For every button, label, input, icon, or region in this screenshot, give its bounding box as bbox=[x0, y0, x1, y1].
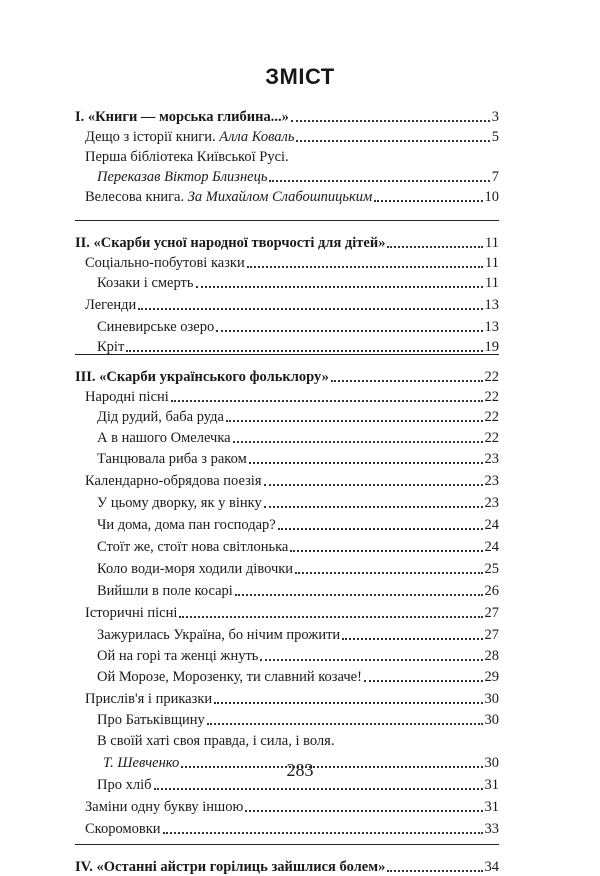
toc-entry bbox=[75, 292, 499, 314]
toc-entry bbox=[75, 334, 499, 356]
toc-entry bbox=[75, 512, 499, 534]
toc-entry-author: Т. Шевченко bbox=[103, 755, 180, 771]
toc-entry-title: Вийшли в поле косарі bbox=[97, 583, 233, 599]
toc-entry bbox=[75, 144, 499, 166]
toc-page-number: 24 bbox=[484, 539, 499, 555]
toc-page-number: 7 bbox=[491, 169, 499, 185]
toc-entry bbox=[75, 446, 499, 468]
toc-page-number: 22 bbox=[484, 409, 499, 425]
toc-entry-title: І. «Книги — морська глибина...» bbox=[75, 109, 289, 125]
dot-leader bbox=[233, 441, 483, 443]
toc-page-number: 11 bbox=[485, 275, 499, 291]
toc-entry-title: Про хліб bbox=[97, 777, 152, 793]
dot-leader bbox=[126, 350, 482, 352]
toc-page-number: 30 bbox=[484, 691, 499, 707]
toc-entry bbox=[75, 556, 499, 578]
toc-page-number: 5 bbox=[491, 129, 499, 145]
toc-entry-title: Дещо з історії книги. Алла Коваль bbox=[85, 129, 295, 145]
toc-entry bbox=[75, 250, 499, 272]
toc-entry bbox=[75, 534, 499, 556]
toc-entry-title: Коло води-моря ходили дівочки bbox=[97, 561, 294, 577]
toc-entry-title: ІІ. «Скарби усної народної творчості для дітей» bbox=[75, 235, 386, 251]
toc-page-number: 22 bbox=[484, 369, 499, 385]
dot-leader bbox=[235, 594, 483, 596]
toc-entry-author: Переказав Віктор Близнець bbox=[97, 169, 268, 185]
toc-page-number: 11 bbox=[485, 255, 499, 271]
toc-entry-title: Соціально-побутові казки bbox=[85, 255, 245, 271]
section-separator bbox=[75, 844, 499, 845]
toc-entry bbox=[75, 384, 499, 406]
toc-page-number: 34 bbox=[484, 859, 499, 875]
toc-section bbox=[75, 854, 499, 876]
dot-leader bbox=[342, 638, 482, 640]
dot-leader bbox=[171, 400, 483, 402]
toc-page-number: 10 bbox=[484, 189, 499, 205]
toc-entry-title: Легенди bbox=[85, 297, 137, 313]
toc-entry-title: Ой на горі та женці жнуть bbox=[97, 648, 259, 664]
toc-entry-title: У цьому дворку, як у вінку bbox=[97, 495, 262, 511]
dot-leader bbox=[374, 200, 482, 202]
toc-entry-author: За Михайлом Слабошпицьким bbox=[187, 189, 373, 205]
toc-page-number: 3 bbox=[491, 109, 499, 125]
toc-entry bbox=[75, 164, 499, 186]
dot-leader bbox=[290, 550, 482, 552]
toc-entry-title: ІІІ. «Скарби українського фольклору» bbox=[75, 369, 329, 385]
dot-leader bbox=[278, 528, 483, 530]
dot-leader bbox=[295, 572, 482, 574]
dot-leader bbox=[260, 659, 482, 661]
toc-entry bbox=[75, 578, 499, 600]
toc-page-number: 23 bbox=[484, 473, 499, 489]
toc-entry-title: Кріт bbox=[97, 339, 125, 355]
toc-entry bbox=[75, 124, 499, 146]
toc-entry bbox=[75, 490, 499, 512]
toc-page-number: 19 bbox=[484, 339, 499, 355]
toc-entry-title: Народні пісні bbox=[85, 389, 169, 405]
toc-entry bbox=[75, 600, 499, 622]
dot-leader bbox=[207, 723, 483, 725]
section-separator bbox=[75, 354, 499, 355]
page-title: ЗМІСТ bbox=[265, 64, 335, 89]
dot-leader bbox=[387, 246, 483, 248]
toc-entry bbox=[75, 622, 499, 644]
toc-entry bbox=[75, 816, 499, 838]
toc-page-number: 33 bbox=[484, 821, 499, 837]
toc-page-number: 29 bbox=[484, 669, 499, 685]
dot-leader bbox=[331, 380, 483, 382]
toc-entry bbox=[75, 270, 499, 292]
toc-entry-author: Алла Коваль bbox=[219, 129, 295, 145]
dot-leader bbox=[264, 484, 483, 486]
dot-leader bbox=[269, 180, 489, 182]
dot-leader bbox=[214, 702, 482, 704]
toc-page-number: 25 bbox=[484, 561, 499, 577]
toc-entry bbox=[75, 664, 499, 686]
toc-page-number: 22 bbox=[484, 430, 499, 446]
toc-entry bbox=[75, 794, 499, 816]
toc-entry bbox=[75, 643, 499, 665]
toc-section bbox=[75, 104, 499, 126]
dot-leader bbox=[247, 266, 483, 268]
toc-entry-title: Перша бібліотека Київської Русі. bbox=[85, 149, 289, 165]
toc-page-number: 13 bbox=[484, 319, 499, 335]
dot-leader bbox=[196, 286, 484, 288]
toc-page-number: 26 bbox=[484, 583, 499, 599]
toc-page-number: 27 bbox=[484, 605, 499, 621]
toc-page-number: 30 bbox=[484, 755, 499, 771]
toc-page-number: 31 bbox=[484, 777, 499, 793]
toc-page-number: 22 bbox=[484, 389, 499, 405]
toc-entry-title: Стоїт же, стоїт нова світлонька bbox=[97, 539, 289, 555]
dot-leader bbox=[291, 120, 490, 122]
toc-page-number: 27 bbox=[484, 627, 499, 643]
dot-leader bbox=[264, 506, 483, 508]
toc-entry bbox=[75, 425, 499, 447]
toc-entry-title: А в нашого Омелечка bbox=[97, 430, 231, 446]
dot-leader bbox=[245, 810, 482, 812]
section-separator bbox=[75, 220, 499, 221]
toc-entry-title: Історичні пісні bbox=[85, 605, 178, 621]
toc-page-number: 24 bbox=[484, 517, 499, 533]
toc-entry bbox=[75, 686, 499, 708]
toc-page-number: 23 bbox=[484, 451, 499, 467]
toc-entry-title: Про Батьківщину bbox=[97, 712, 205, 728]
dot-leader bbox=[154, 788, 483, 790]
toc-entry-title: Синевирське озеро bbox=[97, 319, 215, 335]
toc-entry-title: В своїй хаті своя правда, і сила, і воля. bbox=[97, 733, 335, 749]
dot-leader bbox=[138, 308, 482, 310]
toc-page-number: 23 bbox=[484, 495, 499, 511]
toc-page-number: 28 bbox=[484, 648, 499, 664]
toc-entry bbox=[75, 184, 499, 206]
dot-leader bbox=[226, 420, 483, 422]
dot-leader bbox=[249, 462, 483, 464]
toc-section bbox=[75, 230, 499, 252]
dot-leader bbox=[163, 832, 483, 834]
page-number: 283 bbox=[286, 760, 314, 780]
toc-entry-title: Чи дома, дома пан господар? bbox=[97, 517, 276, 533]
toc-entry bbox=[75, 707, 499, 729]
toc-page-number: 31 bbox=[484, 799, 499, 815]
toc-entry-title: Козаки і смерть bbox=[97, 275, 194, 291]
dot-leader bbox=[216, 330, 482, 332]
toc-section bbox=[75, 364, 499, 386]
toc-entry bbox=[75, 314, 499, 336]
dot-leader bbox=[179, 616, 482, 618]
toc-entry-title: Дід рудий, баба руда bbox=[97, 409, 224, 425]
toc-page-number: 30 bbox=[484, 712, 499, 728]
toc-entry-title: Заміни одну букву іншою bbox=[85, 799, 244, 815]
toc-page-number: 11 bbox=[485, 235, 499, 251]
toc-page-number: 13 bbox=[484, 297, 499, 313]
dot-leader bbox=[364, 680, 483, 682]
toc-entry bbox=[75, 404, 499, 426]
toc-entry-title: Прислів'я і приказки bbox=[85, 691, 213, 707]
toc-entry bbox=[75, 468, 499, 490]
dot-leader bbox=[296, 140, 489, 142]
toc-entry-title: Велесова книга. За Михайлом Слабошпицьким bbox=[85, 189, 373, 205]
toc-entry-title: Скоромовки bbox=[85, 821, 161, 837]
toc-entry-title: Ой Морозе, Морозенку, ти славний козаче! bbox=[97, 669, 362, 685]
toc-entry-title: Танцювала риба з раком bbox=[97, 451, 247, 467]
dot-leader bbox=[387, 870, 482, 872]
toc-entry-title: IV. «Останні айстри горілиць зайшлися болем» bbox=[75, 859, 386, 875]
toc-entry-title: Зажурилась Україна, бо нічим прожити bbox=[97, 627, 341, 643]
toc-entry bbox=[75, 728, 499, 750]
toc-entry-title: Календарно-обрядова поезія bbox=[85, 473, 262, 489]
